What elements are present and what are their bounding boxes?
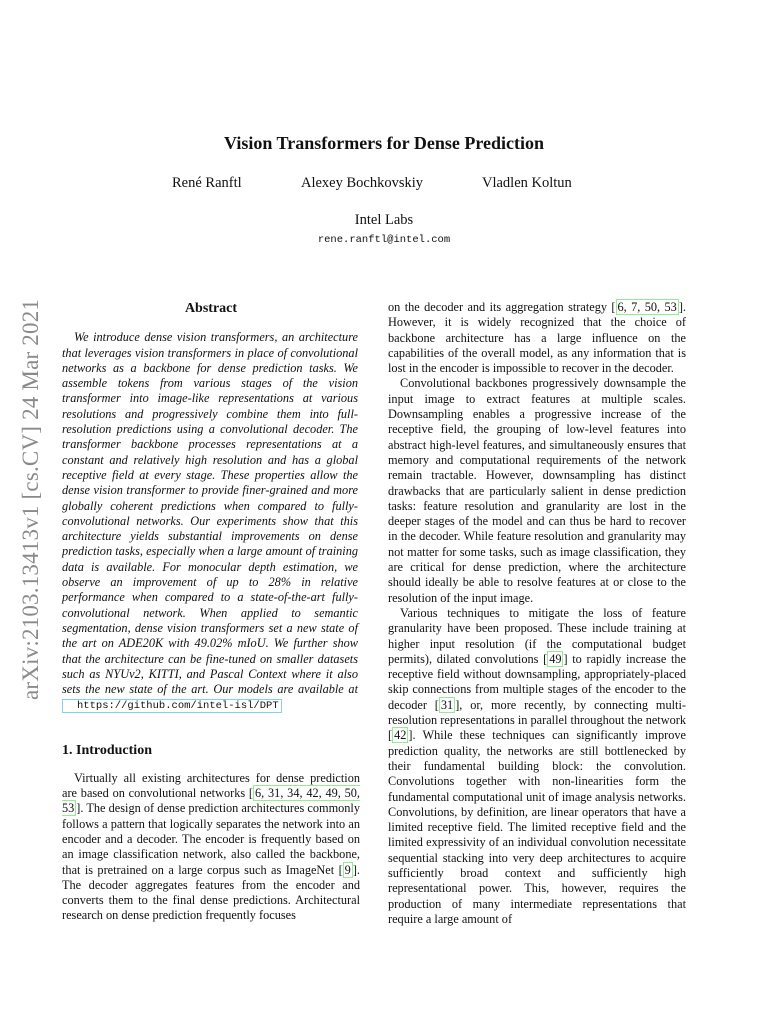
right-column (388, 300, 686, 927)
text-run: Various techniques to mitigate the loss of feature granularity have been proposed. These include training at higher input resolution (if the computational budget permits), dilated convolutions [ (388, 605, 686, 666)
section-heading-introduction: 1. Introduction (62, 743, 152, 759)
text-run: Virtually all existing architectures for dense prediction are based on convolutional networks [ (62, 770, 360, 801)
text-run: ]. The design of dense prediction architectures commonly follows a pattern that logically separates the network into an encoder and a decoder. The encoder is frequently based on an image classification network, also called the backbone, that is pretrained on a large corpus such as ImageNet [ (62, 801, 360, 877)
citation-link[interactable]: 6, 7, 50, 53 (617, 300, 677, 314)
citation-link[interactable]: 42 (394, 728, 407, 743)
text-run: ]. While these techniques can significantly improve prediction quality, the networks are still bottlenecked by their fundamental building block: the convolution. Convolutions together with non-linearities form the fundamental computational unit of image analysis networks. Convolutions, by definition, are linear operators that have a limited receptive field. The limited receptive field and the limited expressivity of an individual convolution necessitate sequential stacking into very deep architectures to acquire sufficiently broad context and sufficiently high representational power. This, however, requires the production of many intermediate representations that require a large amount of (388, 728, 686, 926)
text-run: ], or, more recently, by connecting multi-resolution representations in parallel throughout the network [ (388, 697, 686, 743)
author-name: Vladlen Koltun (482, 175, 572, 191)
author-email: rene.ranftl@intel.com (317, 234, 451, 246)
text-run: ]. The decoder aggregates features from the encoder and converts them to the final dense predictions. Architectural research on dense prediction frequently focuses (62, 862, 360, 923)
abstract-body-text: We introduce dense vision transformers, an architecture that leverages vision transformers in place of convolutional networks as a backbone for dense prediction tasks. We assemble tokens from various stages of the vision transformer into image-like representations at various resolutions and progressively combine them into full-resolution predictions using a convolutional decoder. The transformer backbone processes representations at a constant and relatively high resolution and has a global receptive field at every stage. These properties allow the dense vision transformer to provide finer-grained and more globally coherent predictions when compared to fully-convolutional networks. Our experiments show that this architecture yields substantial improvements on dense prediction tasks, especially when a large amount of training data is available. For monocular depth estimation, we observe an improvement of up to 28% in relative performance when compared to a state-of-the-art fully-convolutional network. When applied to semantic segmentation, dense vision transformers set a new state of the art on ADE20K with 49.02% mIoU. We further show that the architecture can be fine-tuned on smaller datasets such as NYUv2, KITTI, and Pascal Context where it also sets the new state of the art. Our models are available at (62, 330, 358, 697)
citation-link[interactable]: 6, 31, 34, 42, 49, 50, 53 (62, 786, 360, 816)
author-name: René Ranftl (172, 175, 242, 191)
affiliation: Intel Labs (354, 212, 414, 228)
arxiv-identifier-text: arXiv:2103.13413v1 [cs.CV] 24 Mar 2021 (18, 298, 43, 700)
citation-link[interactable]: 31 (440, 697, 454, 712)
body-paragraph (388, 300, 686, 376)
text-run: ]. However, it is widely recognized that the choice of backbone architecture has a large influence on the capabilities of the overall model, as any information that is lost in the encoder is impossible to recover in the decoder. (388, 300, 686, 376)
arxiv-identifier-stamp (12, 270, 56, 700)
abstract-text (62, 330, 360, 713)
text-run: ] to rapidly increase the receptive field without downsampling, appropriately-placed skip connections from multiple stages of the encoder to the decoder [ (388, 651, 686, 712)
citation-link[interactable]: 9 (344, 862, 351, 877)
body-paragraph (388, 606, 686, 927)
left-column (62, 300, 360, 924)
paper-title: Vision Transformers for Dense Prediction (224, 133, 544, 153)
abstract-heading: Abstract (184, 301, 238, 316)
text-run: on the decoder and its aggregation strategy [ (388, 300, 616, 314)
intro-paragraph (62, 771, 360, 924)
code-url-link[interactable]: https://github.com/intel-isl/DPT (62, 699, 282, 713)
author-name: Alexey Bochkovskiy (301, 175, 424, 191)
body-paragraph: Convolutional backbones progressively downsample the input image to extract features at multiple scales. Downsampling enables a progressive increase of the receptive field, the grouping of low-level features into abstract high-level features, and simultaneously ensures that memory and computational requirements of the network remain tractable. However, downsampling has distinct drawbacks that are particularly salient in dense prediction tasks: feature resolution and granularity are lost in the deeper stages of the model and can thus be hard to recover in the decoder. While feature resolution and granularity may not matter for some tasks, such as image classification, they are critical for dense prediction, where the architecture should ideally be able to resolve features at or close to the resolution of the input image. (388, 376, 686, 605)
citation-link[interactable]: 49 (549, 651, 562, 666)
